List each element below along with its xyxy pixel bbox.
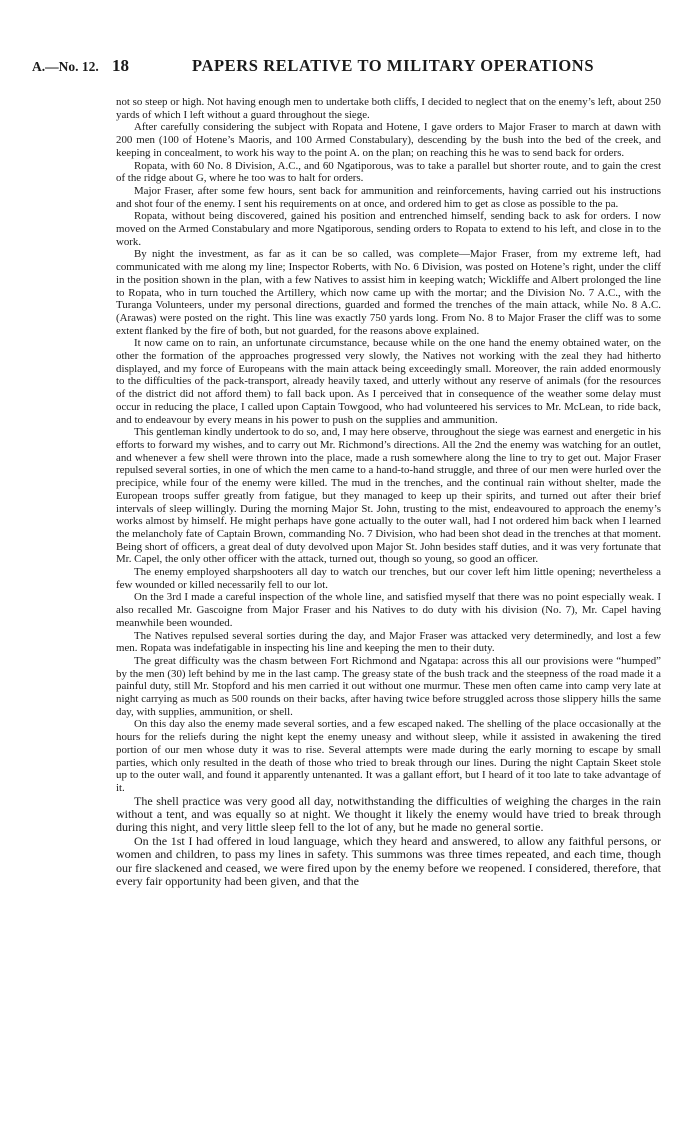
paragraph: The enemy employed sharpshooters all day to watch our trenches, but our cover left him little opening; nevertheless a few wounded or killed necessarily fell to our lot.	[116, 566, 661, 591]
paragraph: Ropata, with 60 No. 8 Division, A.C., and 60 Ngatiporous, was to take a parallel but shorter route, and to gain the crest of the ridge about G, where he too was to halt for orders.	[116, 159, 661, 185]
paragraph: On this day also the enemy made several sorties, and a few escaped naked. The shelling of the place occasionally at the hours for the reliefs during the night kept the enemy uneasy and without sleep, while it assisted in awakening the tired portion of our men whose duty it was to rise. Several attempts were made during the early morning to escape by small parties, which only resulted in the death of those who tried to break through our lines. During the night Captain Skeet stole up to the outer wall, and found it apparently untenanted. It was a gallant effort, but I heard of it too late to take advantage of it.	[116, 718, 661, 794]
paragraph: The shell practice was very good all day, notwithstanding the difficulties of weighing the charges in the rain without a tent, and was equally so at night. We thought it likely the enemy would have tried to break through during this night, and very little sleep fell to the lot of any, but he made no general sortie.	[116, 793, 661, 835]
paragraph: The Natives repulsed several sorties during the day, and Major Fraser was attacked very determinedly, and lost a few men. Ropata was indefatigable in inspecting his line and keeping the men to their duty.	[116, 629, 661, 655]
paragraph: not so steep or high. Not having enough men to undertake both cliffs, I decided to neglect that on the enemy’s left, about 250 yards of which I left without a guard throughout the siege.	[116, 96, 661, 121]
paragraph: It now came on to rain, an unfortunate circumstance, because while on the one hand the enemy obtained water, on the other the formation of the approaches progressed very slowly, the Natives not working with the zeal they had hitherto displayed, and my force of Europeans with the main attack being exceedingly small. Moreover, the rain added enormously to the difficulties of the pack-transport, already heavily taxed, and utterly without any reserve of animals (for the resources of the district did not afford them) to fall back upon. As I perceived that in consequence of the weather some delay must occur in reducing the place, I called upon Captain Towgood, who had volunteered his services to Mr. McLean, to ride back, and to endeavour by every means in his power to push on the supplies and ammunition.	[116, 337, 661, 426]
paragraph: This gentleman kindly undertook to do so, and, I may here observe, throughout the siege was earnest and energetic in his efforts to forward my wishes, and to carry out Mr. Richmond’s directions. All the 2nd the enemy was watching for an outlet, and whenever a few shell were thrown into the place, made a rush somewhere along the line to try to get out. Major Fraser repulsed several sorties, in one of which the men came to a hand-to-hand struggle, and three of our men were hurled over the precipice, while four of the enemy were killed. The mud in the trenches, and the continual rain without shelter, made the European troops suffer greatly from fatigue, but they managed to keep up their spirits, and turned out after their brief intervals of sleep willingly. During the morning Major St. John, trusting to the mist, endeavoured to approach the enemy’s works almost by himself. He might perhaps have gone actually to the outer wall, had I not ordered him back when I learned the melancholy fate of Captain Brown, commanding No. 7 Division, who had been shot dead in the trenches at that moment. Being short of officers, a great deal of duty devolved upon Major St. John besides staff duties, and it was very fortunate that Mr. Capel, the only other officer with the attack, turned out, though so young, so good an officer.	[116, 426, 661, 566]
paragraph: After carefully considering the subject with Ropata and Hotene, I gave orders to Major Fraser to march at dawn with 200 men (100 of Hotene’s Maoris, and 100 Armed Constabulary), descending by the bush into the bed of the creek, and keeping in concealment, to work his way to the point A. on the plan; on reaching this he was to send back for orders.	[116, 121, 661, 159]
page-number: 18	[112, 56, 129, 75]
paragraph: By night the investment, as far as it can be so called, was complete—Major Fraser, from my extreme left, had communicated with me along my line; Inspector Roberts, with No. 6 Division, was posted on Hotene’s right, under the cliff in the position shown in the plan, with a few Natives to assist him in keeping watch; Wickliffe and Albert prolonged the line to Ropata, who in turn touched the Artillery, which now came up with the mortar; and the Division No. 7 A.C., with the Turanga Volunteers, under my personal directions, guarded and formed the trenches of the main attack, while No. 8 A.C. (Arawas) were posted on the right. This line was exactly 750 yards long. From No. 8 to Major Fraser the cliff was to some extent flanked by the fire of both, but not guarded, for the reasons above explained.	[116, 248, 661, 337]
paper-reference: A.—No. 12.	[32, 59, 99, 74]
paragraph: On the 1st I had offered in loud language, which they heard and answered, to allow any faithful persons, or women and children, to pass my lines in safety. This summons was three times repeated, and each time, though our fire slackened and ceased, we were fired upon by the enemy before we reopened. I considered, therefore, that every fair opportunity had been given, and that the	[116, 833, 661, 889]
paragraph: On the 3rd I made a careful inspection of the whole line, and satisfied myself that there was no point especially weak. I also recalled Mr. Gascoigne from Major Fraser and his Natives to do duty with his division (No. 7), Mr. Capel having meanwhile been wounded.	[116, 591, 661, 629]
running-title: PAPERS RELATIVE TO MILITARY OPERATIONS	[192, 56, 595, 75]
page-header	[32, 56, 662, 86]
paragraph: Major Fraser, after some few hours, sent back for ammunition and reinforcements, having carried out his instructions and shot four of the enemy. I sent his requirements on at once, and ordered him to get as close as possible to the pa.	[116, 184, 661, 210]
paragraph: The great difficulty was the chasm between Fort Richmond and Ngatapa: across this all our provisions were “humped” by the men (30) left behind by me in the last camp. The greasy state of the bush track and the steepness of the road made it a painful duty, still Mr. Stopford and his men carried it out without one murmur. These men often came into camp very late at night carrying as much as 500 rounds on their backs, after having twice before struggled across those slippery hills the same day, with supplies, ammunition, or shell.	[116, 654, 661, 718]
paragraph: Ropata, without being discovered, gained his position and entrenched himself, sending back to ask for orders. I now moved on the Armed Constabulary and more Ngatiporous, sending orders to Ropata to extend to his left, and close in to the work.	[116, 210, 661, 248]
body-text	[116, 96, 661, 889]
